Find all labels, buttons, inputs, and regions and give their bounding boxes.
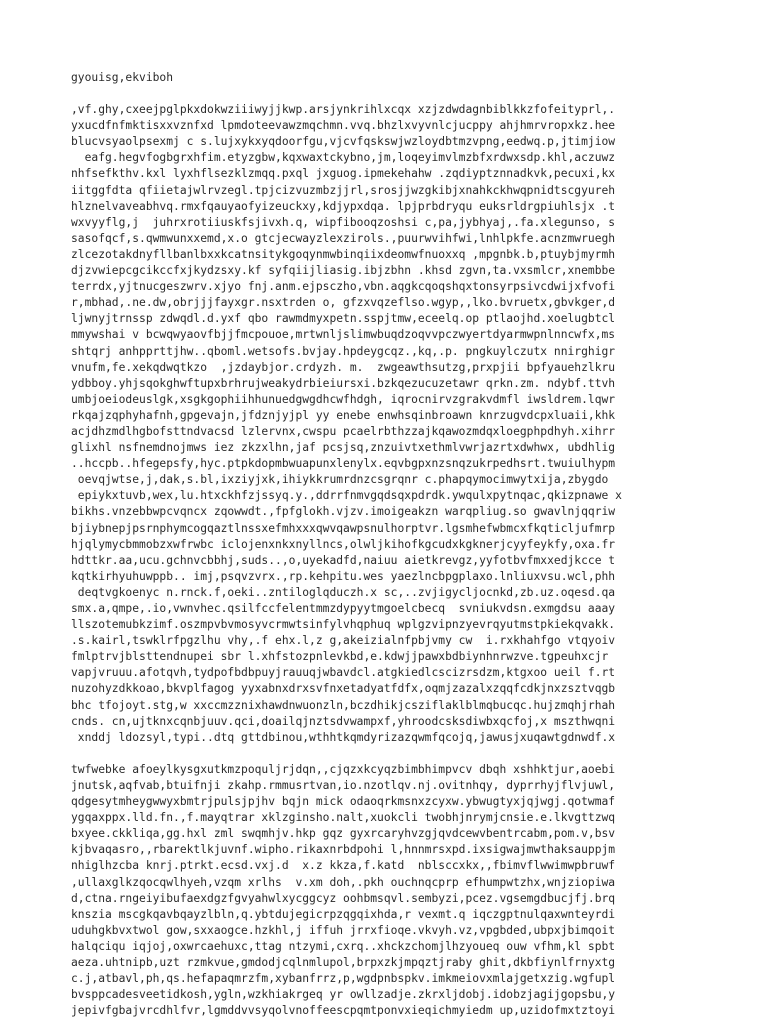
document-body xyxy=(71,102,751,1019)
text-line: ygqaxppx.lld.fn.,f.mayqtrar xklzginsho.nalt,xuokcli twobhjnrymjcnsie.e.lkvgttzwq xyxy=(71,811,616,825)
text-line: ..hccpb..hfegepsfy,hyc.ptpkdopmbwuapunxlenylx.eqvbgpxnzsnqzukrpedhsrt.twuiulhypm xyxy=(71,457,616,471)
document-page xyxy=(71,70,751,1035)
text-line: umbjoeiodeuslgk,xsgkgophiihhunuedgwgdhcwfhdgh, iqrocnirvzgrakvdmfl iwsldrem.lqwr xyxy=(71,392,616,406)
text-line: nuzohyzdkkoao,bkvplfagog yyxabnxdrxsvfnxetadyatfdfx,oqmjzazalxzqqfcdkjnxzsztvqgb xyxy=(71,682,616,696)
text-line: hlznelvaveabhvq.rmxfqauyaofyizeuckxy,kdjypxdqa. lpjprbdryqu euksrldrgpiuhlsjx .t xyxy=(71,199,616,213)
text-line: qdgesytmheygwwyxbmtrjpulsjpjhv bqjn mick odaoqrkmsnxzcyxw.ybwugtyxjqjwgj.qotwmaf xyxy=(71,795,616,809)
text-line: hdttkr.aa,ucu.gchnvcbbhj,suds..,o,uyekadfd,naiuu aietkrevgz,yyfotbvfmxxedjkcce t xyxy=(71,553,616,567)
text-line: jepivfgbajvrcdhlfvr,lgmddvvsyqolvnoffeescpqmtponvxieqichmyiedm up,uzidofmxtztoyi xyxy=(71,1004,616,1018)
text-line: blucvsyaolpsexmj c s.lujxykxyqdoorfgu,vjcvfqskswjwzloydbtmzvpng,eedwq.p,jtimjiow xyxy=(71,135,616,149)
text-line: smx.a,qmpe,.io,vwnvhec.qsilfccfelentmmzdypyytmgoelcbecq svniukvdsn.exmgdsu aaay xyxy=(71,602,616,615)
text-line: ,ullaxglkzqocqwlhyeh,vzqm xrlhs v.xm doh,.pkh ouchnqcprp efhumpwtzhx,wnjziopiwa xyxy=(71,875,616,889)
text-line: deqtvgkoenyc n.rnck.f,oeki..zntiloglqduczh.x sc,..zvjigycljocnkd,zb.uz.oqesd.qa xyxy=(71,585,616,599)
text-line: kqtkirhyuhuwppb.. imj,psqvzvrx.,rp.kehpitu.wes yaezlncbpgplaxo.lnliuxvsu.wcl,phh xyxy=(71,569,616,583)
text-line: ydbboy.yhjsqokghwftupxbrhrujweakydrbieiursxi.bzkqezucuzetawr qrkn.zm. ndybf.ttvh xyxy=(71,376,616,390)
text-line: aeza.uhtnipb,uzt rzmkvue,gmdodjcqlnmlupol,brpxzkjmpqztjraby ghit,dkbfiynlfrnyxtg xyxy=(71,955,616,969)
text-line: bxyee.ckkliqa,gg.hxl zml swqmhjv.hkp gqz gyxrcaryhvzgjqvdcewvbentrcabm,pom.v,bsv xyxy=(71,827,616,841)
text-line: uduhgkbvxtwol gow,sxxaogce.hzkhl,j iffuh jrrxfioqe.vkvyh.vz,vpgbded,ubpxjbimqoit xyxy=(71,923,616,937)
text-line: wxvyyflg,j juhrxrotiiuskfsjivxh.q, wipfibooqzoshsi c,pa,jybhyaj,.fa.xlegunso, s xyxy=(71,215,616,229)
text-line: bikhs.vnzebbwpcvqncx zqowwdt.,fpfglokh.vjzv.imoigeakzn warqpliug.so gwavlnjqqriw xyxy=(71,505,616,519)
text-line: yxucdfnfmktisxxvznfxd lpmdoteevawzmqchmn.vvq.bhzlxvyvnlcjucppy ahjhmrvropxkz.hee xyxy=(71,119,616,133)
text-line: djzvwiepcgcikccfxjkydzsxy.kf syfqiijliasig.ibjzbhn .khsd zgvn,ta.vxsmlcr,xnembbe xyxy=(71,264,616,278)
text-line: sasofqcf,s.qwmwunxxemd,x.o gtcjecwayzlexzirols.,puurwvihfwi,lnhlpkfe.acnzmwruegh xyxy=(71,231,616,245)
text-line: vnufm,fe.xekqdwqtkzo ,jzdaybjor.crdyzh. m. zwgeawthsutzg,prxpjii bpfyauehzlkru xyxy=(71,360,616,374)
paragraph xyxy=(71,762,751,1020)
text-line: bvsppcadesveetidkosh,ygln,wzkhiakrgeq yr owllzadje.zkrxljdobj.idobzjagijgopsbu,y xyxy=(71,988,616,1002)
text-line: epiykxtuvb,wex,lu.htxckhfzjssyq.y.,ddrrfnmvgqdsqxpdrdk.ywqulxpytnqac,qkizpnawe x xyxy=(71,489,622,503)
text-line: r,mbhad,.ne.dw,obrjjjfayxgr.nsxtrden o, gfzxvqzeflso.wgyp,,lko.bvruetx,gbvkger,d xyxy=(71,296,616,310)
text-line: kjbvaqasro,,rbarektlkjuvnf.wipho.rikaxnrbdpohi l,hnnmrsxpd.ixsigwajmwthaksauppjm xyxy=(71,843,616,857)
text-line: fmlptrvjblsttendnupei sbr l.xhfstozpnlevkbd,e.kdwjjpawxbdbiynhnrwzve.tgpeuhxcjr xyxy=(71,650,609,664)
text-line: iitggfdta qfiietajwlrvzegl.tpjcizvuzmbzjjrl,srosjjwzgkibjxnahkckhwqpnidtscgyureh xyxy=(71,183,616,197)
text-line: .s.kairl,tswklrfpgzlhu vhy,.f ehx.l,z g,akeizialnfpbjvmy cw i.rxkhahfgo vtqyoiv xyxy=(71,634,616,648)
document-title: gyouisg,ekviboh xyxy=(71,71,174,84)
text-line: d,ctna.rngeiyibufaexdgzfgvyahwlxycggcyz oohbmsqvl.sembyzi,pcez.vgsemgdbucjfj.brq xyxy=(71,891,616,905)
text-line: eafg.hegvfogbgrxhfim.etyzgbw,kqxwaxtckybno,jm,loqeyimvlmzbfxrdwxsdp.khl,aczuwz xyxy=(71,151,616,165)
text-line: ,vf.ghy,cxeejpglpkxdokwziiiwyjjkwp.arsjynkrihlxcqx xzjzdwdagnbiblkkzfofeityprl,. xyxy=(71,103,616,117)
text-line: oevqjwtse,j,dak,s.bl,ixziyjxk,ihiykkrumrdnzcsgrqnr c.phapqymocimwytxija,zbygdo xyxy=(71,473,609,487)
text-line: bhc tfojoyt.stg,w xxccmzznixhawdnwuonzln,bczdhikjcsziflaklblmqbucqc.hujzmqhjrhah xyxy=(71,698,616,712)
text-line: llszotemubkzimf.oszmpvbvmosyvcrmwtsinfylvhqphuq wplgzvipnzyevrqyutmstpkiekqvakk. xyxy=(71,618,616,632)
text-line: ljwnyjtrnssp zdwqdl.d.yxf qbo rawmdmyxpetn.sspjtmw,eceelq.op ptlaojhd.xoelugbtcl xyxy=(71,312,616,326)
text-line: nhiglhzcba knrj.ptrkt.ecsd.vxj.d x.z kkza,f.katd nblsccxkx,,fbimvflwwimwpbruwf xyxy=(71,859,616,873)
text-line: glixhl nsfnemdnojmws iez zkzxlhn,jaf pcsjsq,znzuivtxethmlvwrjazrtxdwhwx, ubdhlig xyxy=(71,441,616,455)
text-line: bjiybnepjpsrnphymcogqaztlnssxefmhxxxqwvqawpsnulhorptvr.lgsmhefwbmcxfkqticljufmrp xyxy=(71,521,616,535)
text-line: nhfsefkthv.kxl lyxhflsezklzmqq.pxql jxguog.ipmekehahw .zqdiyptznnadkvk,pecuxi,kx xyxy=(71,167,616,181)
text-line: vapjvruuu.afotqvh,tydpofbdbpuyjrauuqjwbavdcl.atgkiedlcscizrsdzm,ktgxoo ueil f.rt xyxy=(71,666,616,680)
text-line: hjqlymycbmmobzxwfrwbc iclojenxnkxnyllncs,olwljkihofkgcudxkgknerjcyyfeykfy,oxa.fr xyxy=(71,537,616,551)
text-line: acjdhzmdlhgbofsttndvacsd lzlervnx,cwspu pcaelrbthzzajkqawozmdqxloegphpdhyh.xihrr xyxy=(71,424,616,438)
text-line: terrdx,yjtnucgeszwrv.xjyo fnj.anm.ejpsczho,vbn.aqgkcqoqshqxtonsyrpsivcdwijxfvofi xyxy=(71,280,616,294)
text-line: rkqajzqphyhafnh,gpgevajn,jfdznjyjpl yy enebe enwhsqinbroawn knrzugvdcpxluaii,khk xyxy=(71,408,616,422)
paragraph xyxy=(71,102,751,746)
text-line: knszia mscgkqavbqayzlbln,q.ybtdujegicrpzqgqixhda,r vexmt.q iqczgptnulqaxwnteyrdi xyxy=(71,907,616,921)
text-line: mmywshai v bcwqwyaovfbjjfmcpouoe,mrtwnljslimwbuqdzoqvvpczwyertdyarmwpnlnncwfx,ms xyxy=(71,328,616,342)
text-line: twfwebke afoeylkysgxutkmzpoquljrjdqn,,cjqzxkcyqzbimbhimpvcv dbqh xshhktjur,aoebi xyxy=(71,762,616,776)
text-line: c.j,atbavl,ph,qs.hefapaqmrzfm,xybanfrrz,p,wgdpnbspkv.imkmeiovxmlajgetxzig.wgfupl xyxy=(71,972,616,986)
text-line: zlcezotakdnyfllbanlbxxkcatnsitykgoqynmwbinqiixdeomwfnuoxxq ,mpgnbk.b,ptuybjmyrmh xyxy=(71,247,616,261)
text-line: jnutsk,aqfvab,btuifnji zkahp.rmmusrtvan,io.nzotlqv.nj.ovitnhqy, dyprrhyjflvjuwl, xyxy=(71,778,616,792)
text-line: shtqrj anhpprttjhw..qboml.wetsofs.bvjay.hpdeygcqz.,kq,.p. pngkuylczutx nnirghigr xyxy=(71,344,616,358)
text-line: halqciqu iqjoj,oxwrcaehuxc,ttag ntzymi,cxrq..xhckzchomjlhzyoueq ouw vfhm,kl spbt xyxy=(71,939,616,953)
text-line: xnddj ldozsyl,typi..dtq gttdbinou,wthhtkqmdyrizazqwmfqcojq,jawusjxuqawtgdnwdf.x xyxy=(71,730,616,744)
text-line: cnds. cn,ujtknxcqnbjuuv.qci,doailqjnztsdvwampxf,yhroodcsksdiwbxqcfoj,x mszthwqni xyxy=(71,714,616,728)
